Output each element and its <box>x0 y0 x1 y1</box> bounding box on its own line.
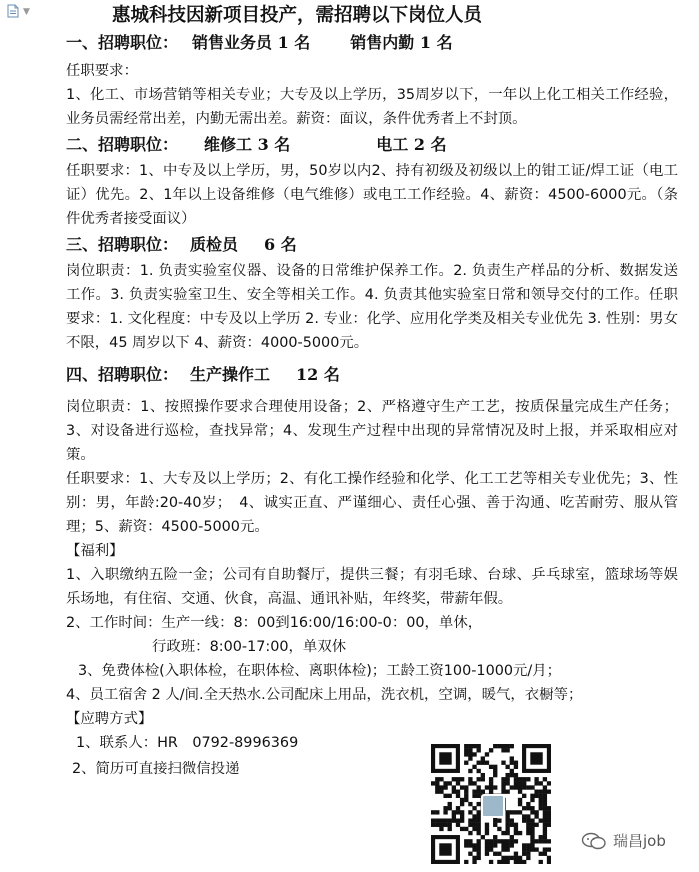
apply-heading: 【应聘方式】 <box>66 711 153 727</box>
qr-logo <box>481 794 505 818</box>
wechat-icon <box>581 832 607 850</box>
welfare-item-2-office: 行政班：8:00-17:00，单双休 <box>152 639 347 655</box>
sec3-duties: 岗位职责：1. 负责实验室仪器、设备的日常维护保养工作。2. 负责生产样品的分析、数据发送工作。3. 负责实验室卫生、安全等相关工作。4. 负责其他实验室日常和领导交付的工作。任职要求：1. 文化程度：中专及以上学历 2. 专业：化学、应用化学类及相关专业优先 3. 性别：男女不限，45 周岁以下 4、薪资：4000-5000元。 <box>66 263 678 351</box>
job-sales: 销售业务员 1 名 <box>192 33 311 52</box>
document-title: 惠城科技因新项目投产，需招聘以下岗位人员 <box>112 5 483 26</box>
welfare-item-4: 4、员工宿舍 2 人/间.全天热水.公司配床上用品，洗衣机，空调，暖气，衣橱等； <box>66 687 583 703</box>
section-3-heading: 三、招聘职位： 质检员 6 名 <box>66 235 297 254</box>
section-1-heading: 一、招聘职位： 销售业务员 1 名 销售内勤 1 名 <box>66 33 453 52</box>
sec1-req-label: 任职要求： <box>66 63 138 79</box>
document-icon <box>6 4 20 18</box>
sec4-requirements: 任职要求：1、大专及以上学历；2、有化工操作经验和化学、化工工艺等相关专业优先；3、性别：男，年龄:20-40岁； 4、诚实正直、严谨细心、责任心强、善于沟通、吃苦耐劳、服从管理；5、薪资：4500-5000元。 <box>66 471 678 535</box>
job-qc: 质检员 <box>190 235 239 254</box>
section-2-heading: 二、招聘职位： 维修工 3 名 电工 2 名 <box>66 135 447 154</box>
job-posting-document <box>66 0 678 781</box>
welfare-heading: 【福利】 <box>66 543 124 559</box>
job-maintenance: 维修工 3 名 <box>204 135 291 154</box>
section-4-heading: 四、招聘职位： 生产操作工 12 名 <box>66 365 340 384</box>
wechat-qr-code[interactable] <box>431 744 551 864</box>
sec2-requirements: 任职要求：1、中专及以上学历，男，50岁以内2、持有初级及初级以上的钳工证/焊工证（电工证）优先。2、1年以上设备维修（电气维修）或电工工作经验。4、薪资：4500-6000元。（条件优秀者接受面议） <box>66 163 678 227</box>
welfare-item-3: 3、免费体检(入职体检，在职体检、离职体检)；工龄工资100-1000元/月； <box>78 663 562 679</box>
sec1-requirements: 1、化工、市场营销等相关专业；大专及以上学历，35周岁以下，一年以上化工相关工作经验，业务员需经常出差，内勤无需出差。薪资：面议，条件优秀者上不封顶。 <box>66 87 678 127</box>
apply-contact: 1、联系人：HR 0792-8996369 <box>76 735 299 751</box>
sec4-duties: 岗位职责：1、按照操作要求合理使用设备；2、严格遵守生产工艺，按质保量完成生产任务；3、对设备进行巡检，查找异常；4、发现生产过程中出现的异常情况及时上报，并采取相应对策。 <box>66 399 678 463</box>
job-electrician: 电工 2 名 <box>376 135 447 154</box>
watermark-text: 瑞昌job <box>613 832 666 850</box>
job-operator-count: 12 名 <box>296 365 340 384</box>
watermark <box>581 830 666 851</box>
job-operator: 生产操作工 <box>190 365 271 384</box>
welfare-item-1: 1、入职缴纳五险一金；公司有自助餐厅，提供三餐；有羽毛球、台球、乒乓球室，篮球场等娱乐场地，有住宿、交通、伙食，高温、通讯补贴，年终奖，带薪年假。 <box>66 567 678 607</box>
job-sales-assistant: 销售内勤 1 名 <box>350 33 453 52</box>
chevron-down-icon[interactable]: ▼ <box>23 7 30 17</box>
welfare-item-2: 2、工作时间：生产一线：8：00到16:00/16:00-0：00，单休， <box>66 615 483 631</box>
apply-wechat: 2、简历可直接扫微信投递 <box>72 761 240 777</box>
job-qc-count: 6 名 <box>264 235 297 254</box>
